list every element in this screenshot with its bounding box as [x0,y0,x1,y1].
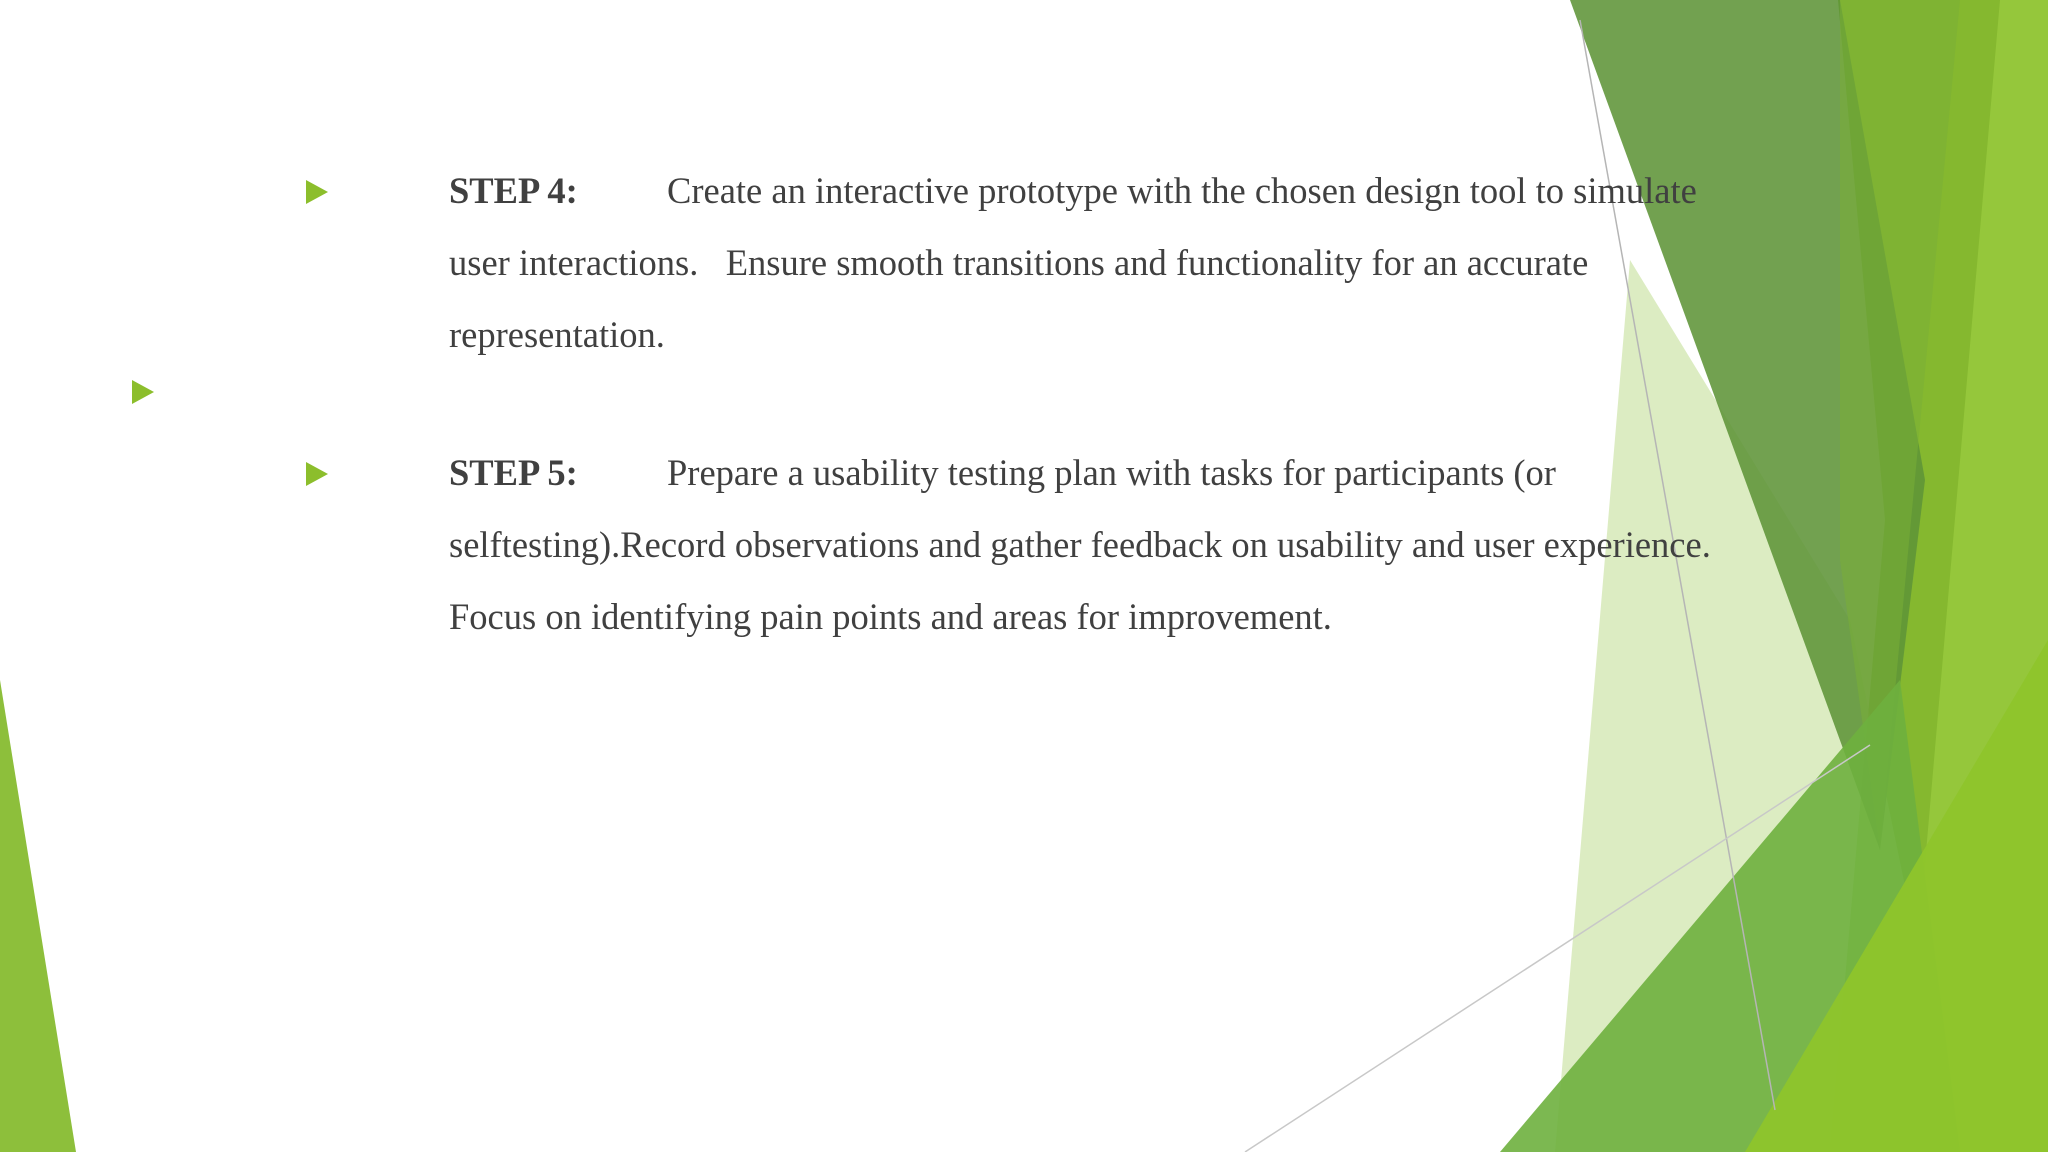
step-5-block [449,437,1809,653]
step-4-label: STEP 4: [449,170,578,211]
step-4-line-1 [449,155,1809,227]
step-5-label: STEP 5: [449,452,578,493]
step-4-block [449,155,1809,371]
step-5-line-3: Focus on identifying pain points and areas for improvement. [449,596,1332,637]
step-5-text-1: Prepare a usability testing plan with tasks for participants (or [667,452,1556,493]
bullet-step-5 [306,462,328,486]
bullet-step-4 [306,180,328,204]
step-4-line-2: user interactions. Ensure smooth transitions and functionality for an accurate [449,242,1589,283]
step-5-line-2: selftesting).Record observations and gather feedback on usability and user experience. [449,524,1711,565]
step-5-line-1 [449,437,1809,509]
bullet-empty [132,380,154,404]
step-4-line-3: representation. [449,314,665,355]
left-accent-shape [0,680,76,1152]
step-4-text-1: Create an interactive prototype with the chosen design tool to simulate [667,170,1697,211]
